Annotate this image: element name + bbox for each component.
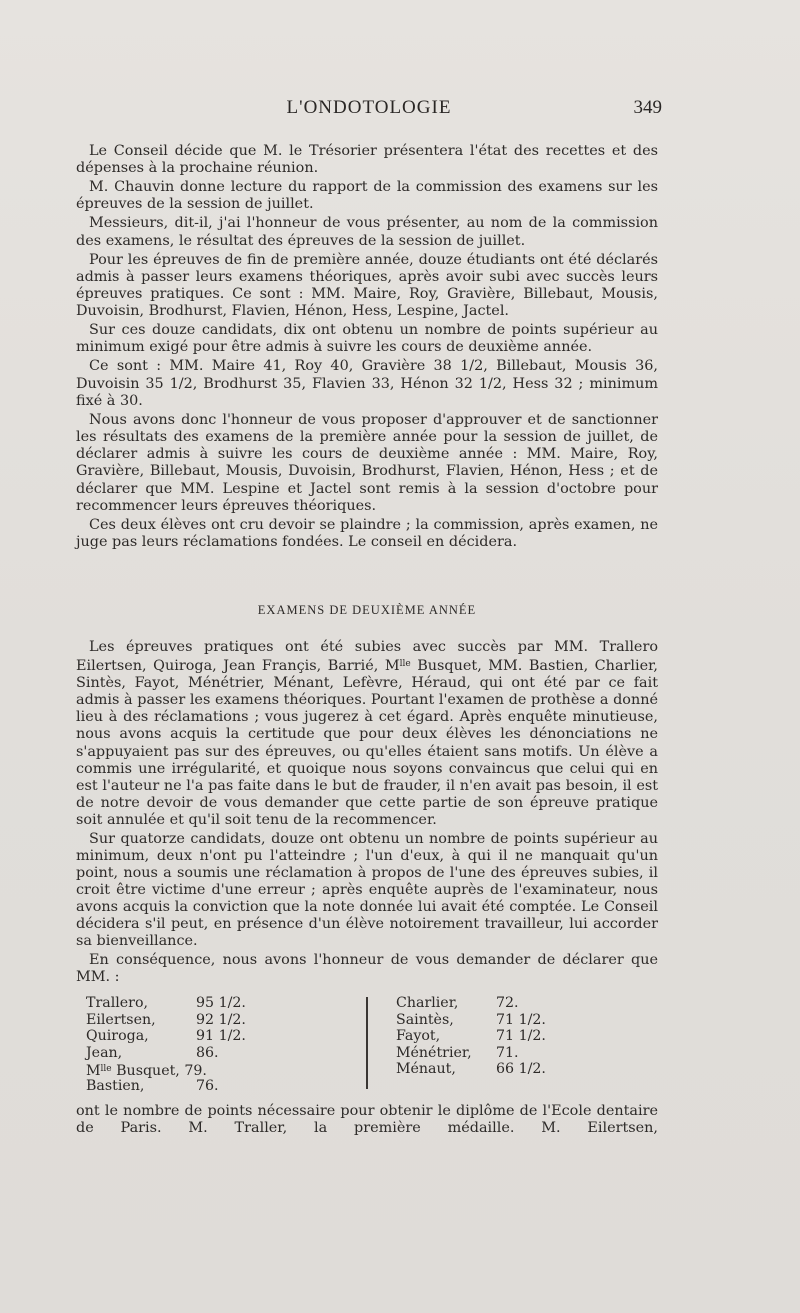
result-row <box>396 1012 566 1029</box>
student-name: Bastien, <box>86 1077 145 1094</box>
results-list <box>86 995 556 1094</box>
student-name: Eilertsen, <box>86 1011 156 1028</box>
paragraph: Sur quatorze candidats, douze ont obtenu un nombre de points supérieur au minimum, deux n'ont pu l'atteindre ; l'un d'eux, à qui il ne manquait qu'un point, nous a soumis une réclamation à propos de l'une des épreuves subies, il croit être victime d'une erreur ; après enquête auprès de l'examinateur, nous avons acquis la conviction que la note donnée lui avait été comptée. Le Conseil décidera s'il peut, en présence d'un élève notoirement travailleur, lui accorder sa bienveillance. <box>76 830 658 950</box>
student-name: Charlier, <box>396 995 459 1011</box>
result-row <box>86 1028 356 1045</box>
result-row <box>86 1012 356 1029</box>
student-name: Ménaut, <box>396 1061 456 1077</box>
result-row <box>396 1045 566 1062</box>
result-row <box>86 1078 356 1095</box>
student-score: 76. <box>196 1077 219 1094</box>
name-rest: Busquet, 79. <box>111 1063 207 1079</box>
name-prefix: M <box>86 1063 101 1079</box>
student-name: Quiroga, <box>86 1028 149 1044</box>
paragraph: Messieurs, dit-il, j'ai l'honneur de vous présenter, au nom de la commission des examens, le résultat des épreuves de la session de juillet. <box>76 215 658 249</box>
section-heading: EXAMENS DE DEUXIÈME ANNÉE <box>257 603 477 617</box>
paragraph: M. Chauvin donne lecture du rapport de la commission des examens sur les épreuves de la session de juillet. <box>76 179 658 213</box>
result-row <box>86 995 356 1012</box>
meeting-minutes-text <box>76 143 658 553</box>
paragraph: Pour les épreuves de fin de première année, douze étudiants ont été déclarés admis à passer leurs examens théoriques, après avoir subi avec succès leurs épreuves pratiques. Ce sont : MM. Maire, Roy, Gravière, Billebaut, Mousis, Duvoisin, Brodhurst, Flavien, Hénon, Hess, Lespine, Jactel. <box>76 251 658 320</box>
column-divider <box>366 997 368 1089</box>
superscript: lle <box>399 659 411 670</box>
student-score: 71. <box>496 1044 519 1061</box>
paragraph: Ce sont : MM. Maire 41, Roy 40, Gravière 38 1/2, Billebaut, Mousis 36, Duvoisin 35 1/2, Brodhurst 35, Flavien 33, Hénon 32 1/2, Hess 32 ; minimum fixé à 30. <box>76 358 658 409</box>
text-run: Les épreuves pratiques ont été subies avec succès par MM. Trallero Eilertsen, Quiroga, Jean Françis, Barrié, M <box>76 639 658 675</box>
student-name: Jean, <box>86 1044 123 1061</box>
running-title: L'ONDOTOLOGIE <box>286 97 452 118</box>
paragraph: Sur ces douze candidats, dix ont obtenu un nombre de points supérieur au minimum exigé pour être admis à suivre les cours de deuxième année. <box>76 322 658 356</box>
second-year-exams-text <box>76 639 658 988</box>
student-score: 91 1/2. <box>196 1028 246 1044</box>
paragraph <box>76 639 658 829</box>
student-score: 66 1/2. <box>496 1061 546 1077</box>
paragraph: Nous avons donc l'honneur de vous proposer d'approuver et de sanctionner les résultats des examens de la première année pour la session de juillet, de déclarer admis à suivre les cours de deuxième année : MM. Maire, Roy, Gravière, Billebaut, Mousis, Duvoisin, Brodhurst, Flavien, Hénon, Hess ; et de déclarer que MM. Lespine et Jactel sont remis à la session d'octobre pour recommencer leurs épreuves théoriques. <box>76 411 658 514</box>
student-score: 95 1/2. <box>196 995 246 1011</box>
page-header <box>76 97 662 121</box>
student-score: 72. <box>496 995 519 1011</box>
results-right-column <box>396 995 566 1078</box>
paragraph: Le Conseil décide que M. le Trésorier présentera l'état des recettes et des dépenses à la prochaine réunion. <box>76 143 658 177</box>
paragraph: En conséquence, nous avons l'honneur de vous demander de déclarer que MM. : <box>76 952 658 986</box>
text-run: Busquet, MM. Bastien, Charlier, Sintès, Fayot, Ménétrier, Ménant, Lefèvre, Héraud, qui ont été par ce fait admis à passer les examens théoriques. Pourtant l'examen de prothèse a donné lieu à des réclamations ; vous jugerez à cet égard. Après enquête minutieuse, nous avons acquis la certitude que pour deux élèves les dénonciations ne s'appuyaient pas sur des épreuves, ou qu'elles étaient sans motifs. Un élève a commis une irrégularité, et quoique nous soyons convaincus que celui qui en est l'auteur ne l'a pas faite dans le but de frauder, il n'en avait pas besoin, il est de notre devoir de vous demander que cette partie de son épreuve pratique soit annulée et qu'il soit tenu de la recommencer. <box>76 658 658 828</box>
student-name: Fayot, <box>396 1028 441 1044</box>
superscript: lle <box>100 1064 112 1074</box>
student-score: 86. <box>196 1044 219 1061</box>
page-number: 349 <box>633 97 662 118</box>
result-row <box>396 1028 566 1045</box>
student-score: 92 1/2. <box>196 1011 246 1028</box>
closing-paragraph: ont le nombre de points nécessaire pour obtenir le diplôme de l'Ecole dentaire de Paris. M. Traller, la première médaille. M. Eilertsen, <box>76 1103 658 1137</box>
result-row <box>86 1045 356 1062</box>
result-row <box>86 1061 356 1078</box>
student-score: 71 1/2. <box>496 1028 546 1044</box>
student-name: Trallero, <box>86 995 149 1011</box>
result-row <box>396 995 566 1012</box>
student-name: Ménétrier, <box>396 1044 472 1061</box>
student-score: 71 1/2. <box>496 1011 546 1028</box>
student-name: Saintès, <box>396 1011 454 1028</box>
paragraph: Ces deux élèves ont cru devoir se plaindre ; la commission, après examen, ne juge pas leurs réclamations fondées. Le conseil en décidera. <box>76 516 658 551</box>
result-row <box>396 1061 566 1078</box>
results-left-column <box>86 995 356 1094</box>
